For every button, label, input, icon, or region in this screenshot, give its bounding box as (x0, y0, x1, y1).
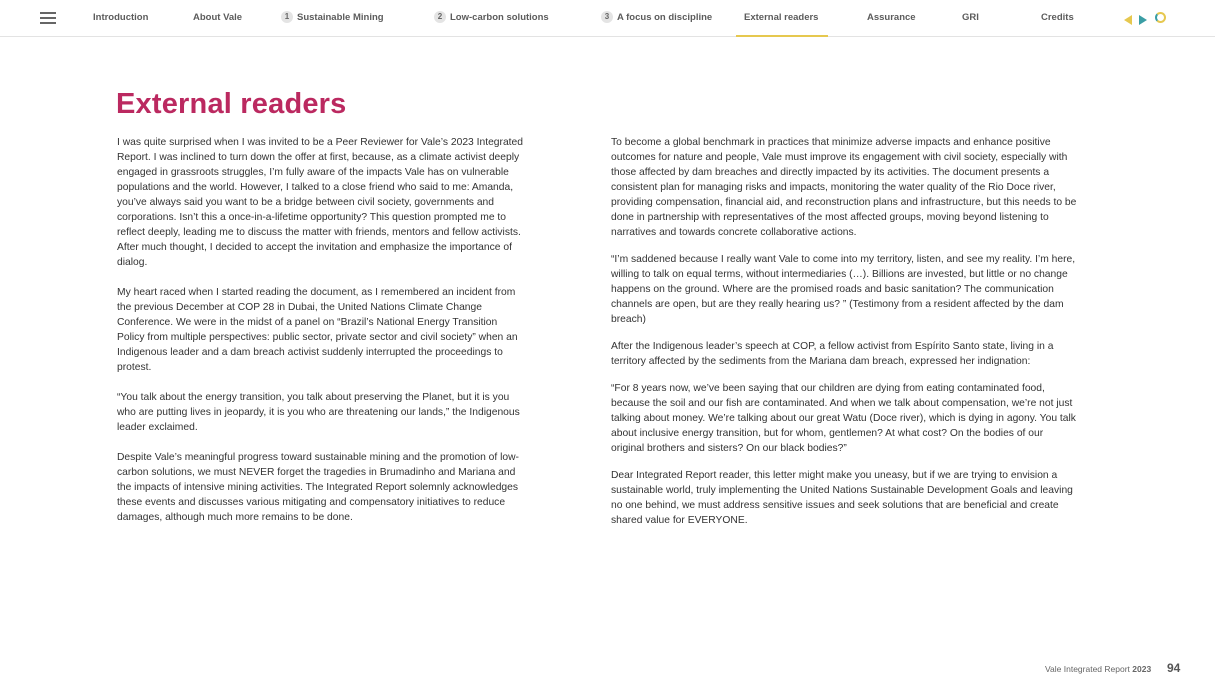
tab-a-focus-on-discipline[interactable] (601, 0, 712, 36)
paragraph: After the Indigenous leader’s speech at COP, a fellow activist from Espírito Santo state, living in a territory affected by the sediments from the Mariana dam breach, expressed her indignation: (611, 341, 1054, 367)
previous-page-icon[interactable] (1124, 15, 1132, 25)
section-number-badge: 3 (601, 11, 613, 23)
page-controls (1124, 11, 1169, 25)
tab-label: Sustainable Mining (297, 12, 384, 23)
footer-report-name (1045, 664, 1151, 674)
page-number: 94 (1167, 661, 1181, 675)
paragraph: “I’m saddened because I really want Vale to come into my territory, listen, and see my reality. I’m here, willing to talk on equal terms, without intermediaries (…). Billions are invested, but little or no change happens on the ground. Where are the promised roads and basic sanitation? The communication channels are open, but are they really hearing us? ” (Testimony from a resident affected by the dam breach) (611, 254, 1076, 325)
report-name: Vale Integrated Report (1045, 664, 1130, 674)
refresh-icon[interactable] (1155, 12, 1166, 23)
tab-low-carbon-solutions[interactable] (434, 0, 549, 36)
tab-label: Low-carbon solutions (450, 12, 549, 23)
tab-about-vale[interactable] (193, 0, 242, 36)
hamburger-menu-icon[interactable] (40, 12, 56, 24)
paragraph: Dear Integrated Report reader, this letter might make you uneasy, but if we are trying to envision a sustainable world, truly implementing the United Nations Sustainable Development Goals and leaving no one behind, we must address sensitive issues and seek solutions that are beneficial and create shared value for EVERYONE. (611, 470, 1073, 526)
paragraph: I was quite surprised when I was invited to be a Peer Reviewer for Vale’s 2023 Integrated Report. I was inclined to turn down the offer at first, because, as a climate activist deeply engaged in grassroots struggles, I’m fully aware of the impacts Vale has on vulnerable populations and the world. However, I talked to a close friend who said to me: Amanda, you’ve always said you want to be a bridge between civil society, governments and corporations. Isn’t this a once-in-a-lifetime opportunity? This question prompted me to reflect deeply, leading me to discuss the matter with friends, mentors and fellow activists. After much thought, I decided to accept the invitation and emphasize the importance of dialog. (117, 137, 523, 268)
paragraph: “You talk about the energy transition, you talk about preserving the Planet, but it is you who are putting lives in jeopardy, it is you who are threatening our lands,” the Indigenous leader exclaimed. (117, 392, 520, 433)
page-title: External readers (116, 88, 347, 120)
tab-credits[interactable] (1041, 0, 1074, 36)
tab-gri[interactable] (962, 0, 979, 36)
tab-label: GRI (962, 12, 979, 23)
paragraph: Despite Vale’s meaningful progress toward sustainable mining and the promotion of low-carbon solutions, we must NEVER forget the tragedies in Brumadinho and Mariana and the impacts of intensive mining activities. The Integrated Report solemnly acknowledges these events and discusses various mitigating and compensatory initiatives to reduce damages, although much more remains to be done. (117, 452, 519, 523)
report-year: 2023 (1132, 664, 1152, 674)
tab-introduction[interactable] (93, 0, 148, 36)
next-page-icon[interactable] (1139, 15, 1147, 25)
right-column (611, 135, 1079, 528)
tab-sustainable-mining[interactable] (281, 0, 384, 36)
tab-label: External readers (744, 12, 819, 23)
top-navigation (0, 0, 1215, 37)
left-column (117, 135, 527, 525)
tab-label: A focus on discipline (617, 12, 713, 23)
tab-external-readers[interactable] (744, 0, 818, 36)
section-number-badge: 2 (434, 11, 446, 23)
paragraph: To become a global benchmark in practices that minimize adverse impacts and enhance positive outcomes for nature and people, Vale must improve its engagement with civil society, especially with those affected by dam breaches and directly impacted by its activities. The document presents a consistent plan for managing risks and impacts, monitoring the water quality of the Rio Doce river, providing compensation, financial aid, and reconstruction plans and infrastructure, but this needs to be done in partnership with representatives of the most affected groups, moving beyond listening to narratives and towards concrete collaborative actions. (611, 137, 1077, 238)
tab-label: About Vale (193, 12, 243, 23)
paragraph: “For 8 years now, we’ve been saying that our children are dying from eating contaminated food, because the soil and our fish are contaminated. And when we talk about compensation, we’re not just talking about money. We’re talking about our great Watu (Doce river), which is dying in agony. You talk about inclusive energy transition, but for whom, gentlemen? At what cost? On the bodies of our original brothers and sisters? On our black bodies?” (611, 383, 1076, 454)
paragraph: My heart raced when I started reading the document, as I remembered an incident from the previous December at COP 28 in Dubai, the United Nations Climate Change Conference. We were in the midst of a panel on “Brazil’s National Energy Transition Policy from multiple perspectives: public sector, private sector and civil society” when an Indigenous leader and a dam breach activist suddenly interrupted the proceedings to protest. (117, 287, 518, 373)
section-number-badge: 1 (281, 11, 293, 23)
tab-assurance[interactable] (867, 0, 916, 36)
tab-label: Assurance (867, 12, 916, 23)
tab-label: Credits (1041, 12, 1074, 23)
tab-label: Introduction (93, 12, 149, 23)
